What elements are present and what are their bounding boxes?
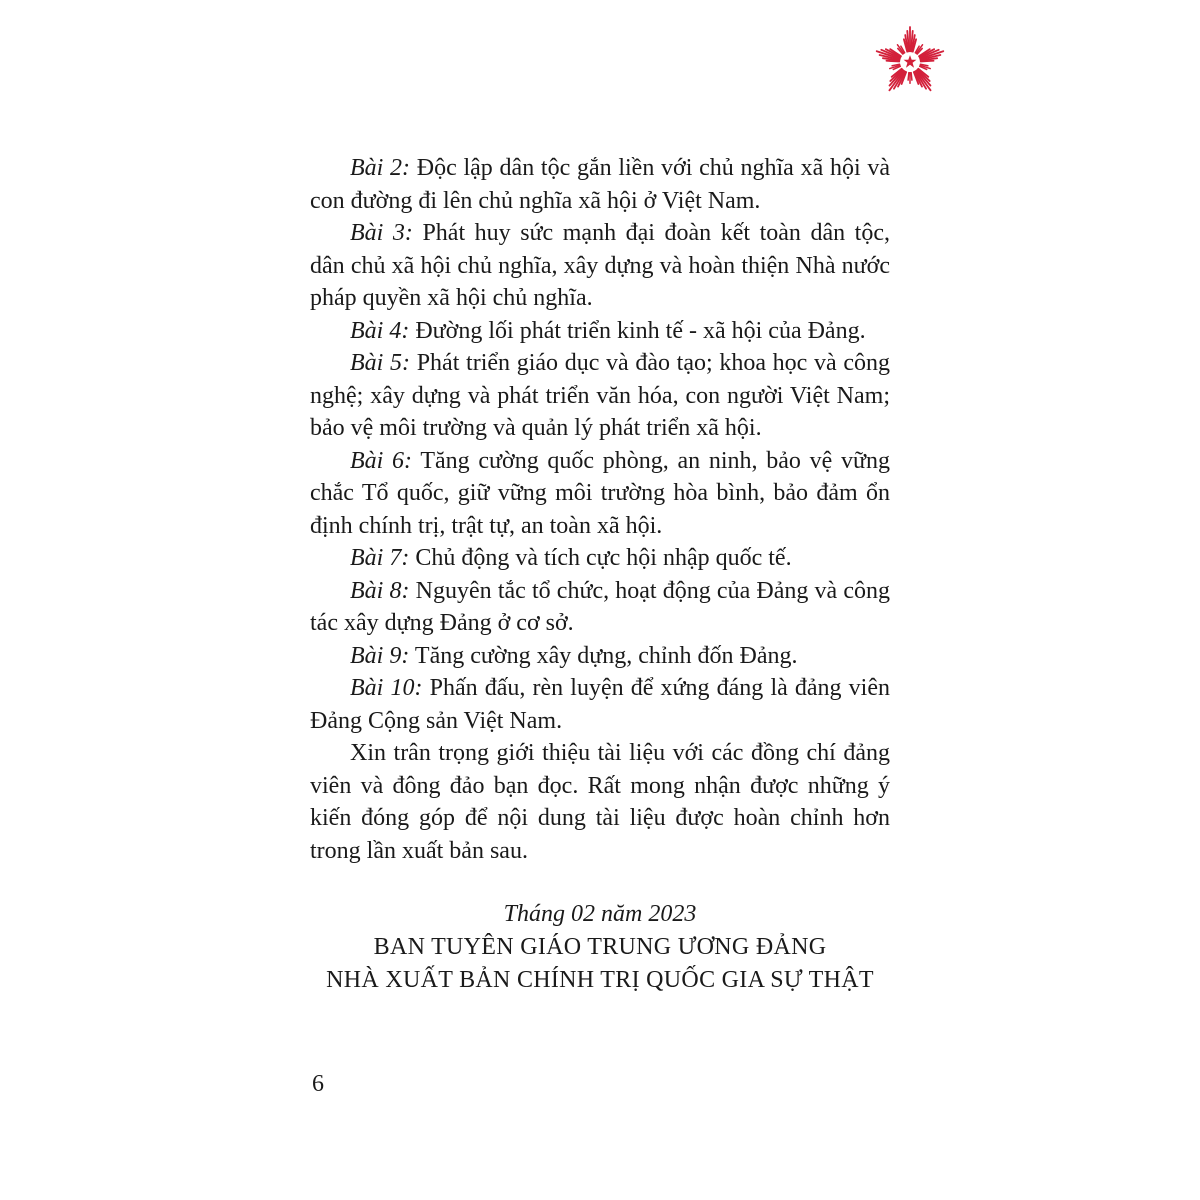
page-number: 6 [312,1071,324,1097]
list-item [310,542,890,575]
item-label: Bài 3: [350,220,413,246]
document-body [310,152,890,867]
item-label: Bài 9: [350,642,410,669]
item-label: Bài 2: [350,155,411,181]
item-text: Tăng cường quốc phòng, an ninh, bảo vệ vững chắc Tổ quốc, giữ vững môi trường hòa bình, bảo đảm ổn định chính trị, trật tự, an toàn xã hội. [310,447,890,539]
list-item [310,315,890,348]
item-text: Nguyên tắc tổ chức, hoạt động của Đảng và công tác xây dựng Đảng ở cơ sở. [310,577,891,636]
item-text: Đường lối phát triển kinh tế - xã hội của Đảng. [415,317,866,344]
item-label: Bài 4: [350,317,410,344]
emblem-ray [921,61,934,62]
item-label: Bài 7: [350,545,410,571]
item-text: Độc lập dân tộc gắn liền với chủ nghĩa xã hội và con đường đi lên chủ nghĩa xã hội ở Việt Nam. [310,155,890,214]
list-item [310,672,890,737]
closing-paragraph: Xin trân trọng giới thiệu tài liệu với các đồng chí đảng viên và đông đảo bạn đọc. Rất mong nhận được những ý kiến đóng góp để nội dung tài liệu được hoàn chỉnh hơn trong lần xuất bản sau. [310,740,890,864]
list-item [310,217,890,315]
list-item [310,347,890,445]
item-label: Bài 10: [350,675,423,701]
star-emblem-icon [872,24,948,100]
item-text: Tăng cường xây dựng, chỉnh đốn Đảng. [414,642,798,669]
item-text: Chủ động và tích cực hội nhập quốc tế. [415,545,792,571]
item-text: Phấn đấu, rèn luyện để xứng đáng là đảng viên Đảng Cộng sản Việt Nam. [310,675,890,734]
item-text: Phát triển giáo dục và đào tạo; khoa học và công nghệ; xây dựng và phát triển văn hóa, con người Việt Nam; bảo vệ môi trường và quản lý phát triển xã hội. [310,350,890,441]
emblem-ray [911,73,912,81]
emblem-ray [908,73,909,81]
item-text: Phát huy sức mạnh đại đoàn kết toàn dân tộc, dân chủ xã hội chủ nghĩa, xây dựng và hoàn thiện Nhà nước pháp quyền xã hội chủ nghĩa. [310,220,890,311]
signature-org-2: NHÀ XUẤT BẢN CHÍNH TRỊ QUỐC GIA SỰ THẬT [326,967,874,993]
item-label: Bài 6: [350,447,413,474]
item-label: Bài 5: [350,350,410,376]
list-item [310,152,890,217]
signature-block [310,898,890,997]
signature-org-1: BAN TUYÊN GIÁO TRUNG ƯƠNG ĐẢNG [373,934,827,960]
item-label: Bài 8: [350,577,410,604]
signature-date: Tháng 02 năm 2023 [503,901,697,927]
list-item [310,445,890,543]
list-item [310,640,890,673]
list-item [310,575,890,640]
